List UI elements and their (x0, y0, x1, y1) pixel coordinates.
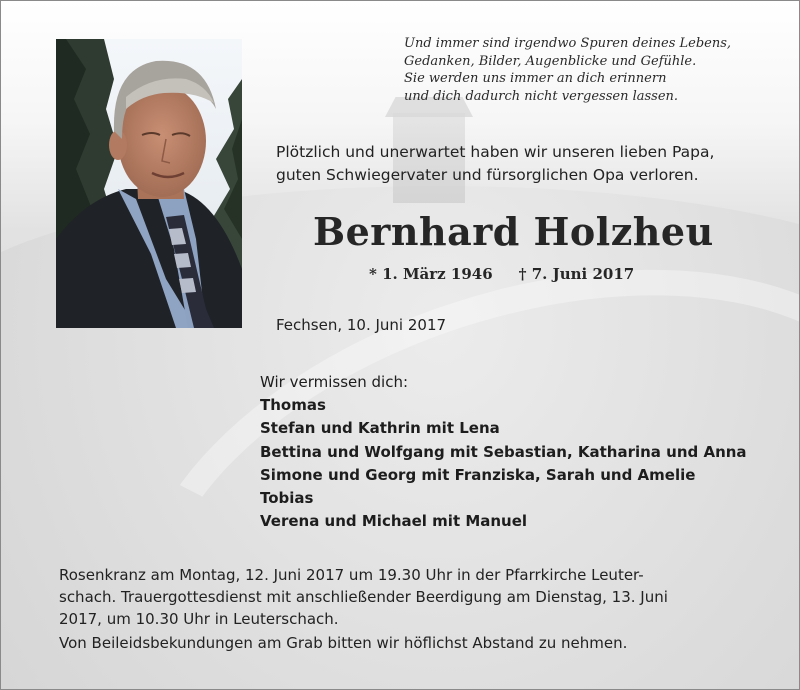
service-details (59, 565, 759, 655)
mourner-entry: Thomas (260, 396, 326, 415)
portrait-photo (56, 39, 242, 328)
life-dates (369, 261, 689, 287)
quote-line: Und immer sind irgendwo Spuren deines Lebens, (404, 36, 732, 51)
memorial-quote (404, 35, 774, 105)
service-line: Rosenkranz am Montag, 12. Juni 2017 um 19.30 Uhr in der Pfarrkirche Leuter- (59, 566, 644, 584)
mourner-entry: Verena und Michael mit Manuel (260, 512, 528, 531)
death-date: † 7. Juni 2017 (518, 265, 635, 283)
mourner-entry: Stefan und Kathrin mit Lena (260, 419, 500, 438)
mourners-list (260, 371, 780, 533)
announcement-text (276, 141, 776, 186)
quote-line: und dich dadurch nicht vergessen lassen. (404, 88, 679, 104)
announcement-line: Plötzlich und unerwartet haben wir unseren lieben Papa, (276, 143, 715, 161)
quote-line: Gedanken, Bilder, Augenblicke und Gefühle. (404, 53, 697, 69)
service-line: schach. Trauergottesdienst mit anschließender Beerdigung am Dienstag, 13. Juni (59, 587, 668, 606)
mourners-lead: Wir vermissen dich: (260, 373, 409, 391)
mourner-entry: Simone und Georg mit Franziska, Sarah und Amelie (260, 465, 696, 484)
birth-date: * 1. März 1946 (369, 265, 493, 283)
condolence-note: Von Beileidsbekundungen am Grab bitten wir höflichst Abstand zu nehmen. (59, 634, 628, 653)
mourner-entry: Bettina und Wolfgang mit Sebastian, Katharina und Anna (260, 442, 747, 461)
service-line: 2017, um 10.30 Uhr in Leuterschach. (59, 609, 339, 628)
quote-line: Sie werden uns immer an dich erinnern (404, 71, 667, 87)
place-and-date: Fechsen, 10. Juni 2017 (276, 316, 447, 334)
mourner-entry: Tobias (260, 489, 314, 508)
announcement-line: guten Schwiegervater und fürsorglichen Opa verloren. (276, 165, 699, 184)
deceased-name: Bernhard Holzheu (313, 209, 714, 254)
